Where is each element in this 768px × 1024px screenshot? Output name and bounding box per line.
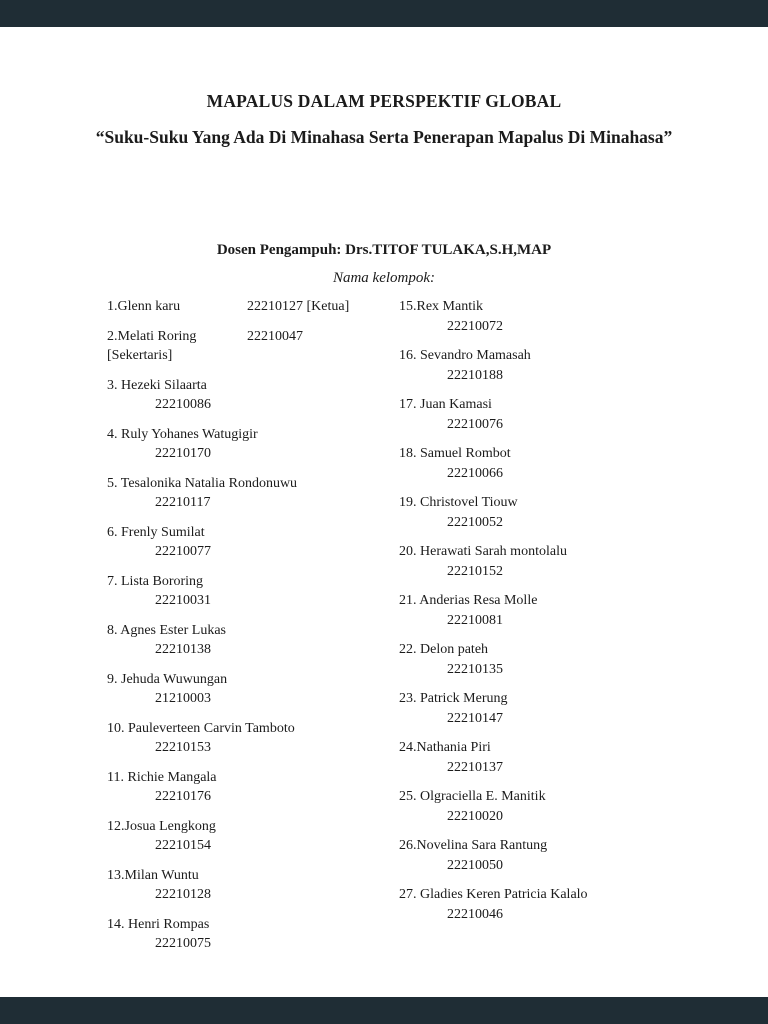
member-name: 1.Glenn karu [107, 299, 181, 314]
member-name: 3. Hezeki Silaarta [107, 377, 207, 393]
roster-item [399, 297, 729, 336]
member-id: 22210031 [155, 593, 211, 608]
member-id: 22210135 [447, 661, 503, 677]
member-name: 10. Pauleverteen Carvin Tamboto [107, 720, 295, 736]
document-page [0, 27, 768, 997]
member-name: 21. Anderias Resa Molle [399, 593, 538, 608]
member-name: 27. Gladies Keren Patricia Kalalo [399, 887, 588, 902]
member-id: 21210003 [155, 691, 211, 706]
member-name: 18. Samuel Rombot [399, 446, 511, 461]
member-name: 2.Melati Roring [107, 328, 197, 344]
member-name: 13.Milan Wuntu [107, 867, 199, 883]
member-id: 22210153 [155, 740, 211, 755]
roster-item [399, 493, 729, 532]
member-name: 11. Richie Mangala [107, 769, 217, 785]
member-id: 22210020 [447, 808, 503, 824]
roster-item [107, 768, 399, 807]
group-label: Nama kelompok: [332, 270, 436, 286]
member-id: 22210046 [447, 906, 503, 922]
roster-item [107, 670, 399, 709]
member-name: 16. Sevandro Mamasah [399, 348, 531, 363]
member-id: 22210072 [447, 318, 503, 334]
member-id: 22210081 [447, 612, 503, 628]
roster-item [399, 885, 729, 924]
member-name: 8. Agnes Ester Lukas [107, 622, 226, 638]
member-name: 6. Frenly Sumilat [107, 524, 205, 540]
member-id: 22210047 [247, 328, 303, 344]
member-name: 22. Delon pateh [399, 642, 489, 657]
roster-item [107, 572, 399, 611]
viewer-top-bar [0, 0, 768, 27]
member-name: 15.Rex Mantik [399, 299, 483, 314]
roster-item [399, 395, 729, 434]
member-id: 22210152 [447, 563, 503, 579]
member-name: 17. Juan Kamasi [399, 397, 492, 412]
roster-item [107, 523, 399, 562]
member-name: 5. Tesalonika Natalia Rondonuwu [107, 475, 298, 491]
member-id: 22210075 [155, 936, 211, 951]
member-id: 22210128 [155, 887, 211, 902]
page-subtitle: “Suku-Suku Yang Ada Di Minahasa Serta Penerapan Mapalus Di Minahasa” [95, 127, 673, 147]
roster-item [399, 836, 729, 875]
member-name: 23. Patrick Merung [399, 691, 508, 706]
roster-item [399, 787, 729, 826]
roster-item [107, 376, 399, 415]
member-name: 14. Henri Rompas [107, 916, 210, 932]
member-name: 12.Josua Lengkong [107, 818, 216, 834]
member-id: 22210076 [447, 416, 503, 432]
viewer-bottom-bar [0, 997, 768, 1024]
roster-item [399, 591, 729, 630]
roster-item [107, 425, 399, 464]
roster-item [399, 444, 729, 483]
roster-left-column [107, 297, 399, 964]
member-id: 22210077 [155, 544, 211, 559]
page-title: MAPALUS DALAM PERSPEKTIF GLOBAL [206, 91, 562, 111]
roster-item [107, 719, 399, 758]
member-id: 22210052 [447, 514, 503, 530]
member-name: 4. Ruly Yohanes Watugigir [107, 426, 258, 442]
roster-item [399, 689, 729, 728]
roster-item [107, 915, 399, 954]
member-id: 22210188 [447, 367, 503, 383]
roster-right-column [399, 297, 729, 934]
member-id: 22210117 [155, 495, 211, 510]
roster [107, 297, 768, 964]
member-name: 7. Lista Bororing [107, 573, 204, 589]
roster-item [107, 621, 399, 660]
roster-item [107, 327, 399, 366]
member-id: 22210170 [155, 446, 211, 461]
roster-item [107, 817, 399, 856]
member-id: 22210086 [155, 397, 211, 412]
roster-item [107, 297, 399, 317]
member-name: 25. Olgraciella E. Manitik [399, 789, 546, 804]
roster-item [399, 542, 729, 581]
roster-item [399, 738, 729, 777]
member-id: 22210066 [447, 465, 503, 481]
member-name: 20. Herawati Sarah montolalu [399, 544, 567, 559]
member-id: 22210147 [447, 710, 503, 726]
member-name: 19. Christovel Tiouw [399, 495, 518, 510]
roster-item [107, 866, 399, 905]
member-id: 22210127 [Ketua] [247, 299, 350, 314]
roster-item [399, 640, 729, 679]
member-name: 26.Novelina Sara Rantung [399, 838, 548, 853]
roster-item [399, 346, 729, 385]
member-id: 22210138 [155, 642, 211, 657]
member-id: 22210176 [155, 789, 211, 804]
member-name: 24.Nathania Piri [399, 740, 491, 755]
member-role-suffix: [Sekertaris] [107, 348, 173, 363]
lecturer-line: Dosen Pengampuh: Drs.TITOF TULAKA,S.H,MAP [216, 242, 552, 258]
member-id: 22210137 [447, 759, 503, 775]
member-id: 22210050 [447, 857, 503, 873]
roster-item [107, 474, 399, 513]
member-id: 22210154 [155, 838, 211, 853]
member-name: 9. Jehuda Wuwungan [107, 671, 228, 687]
